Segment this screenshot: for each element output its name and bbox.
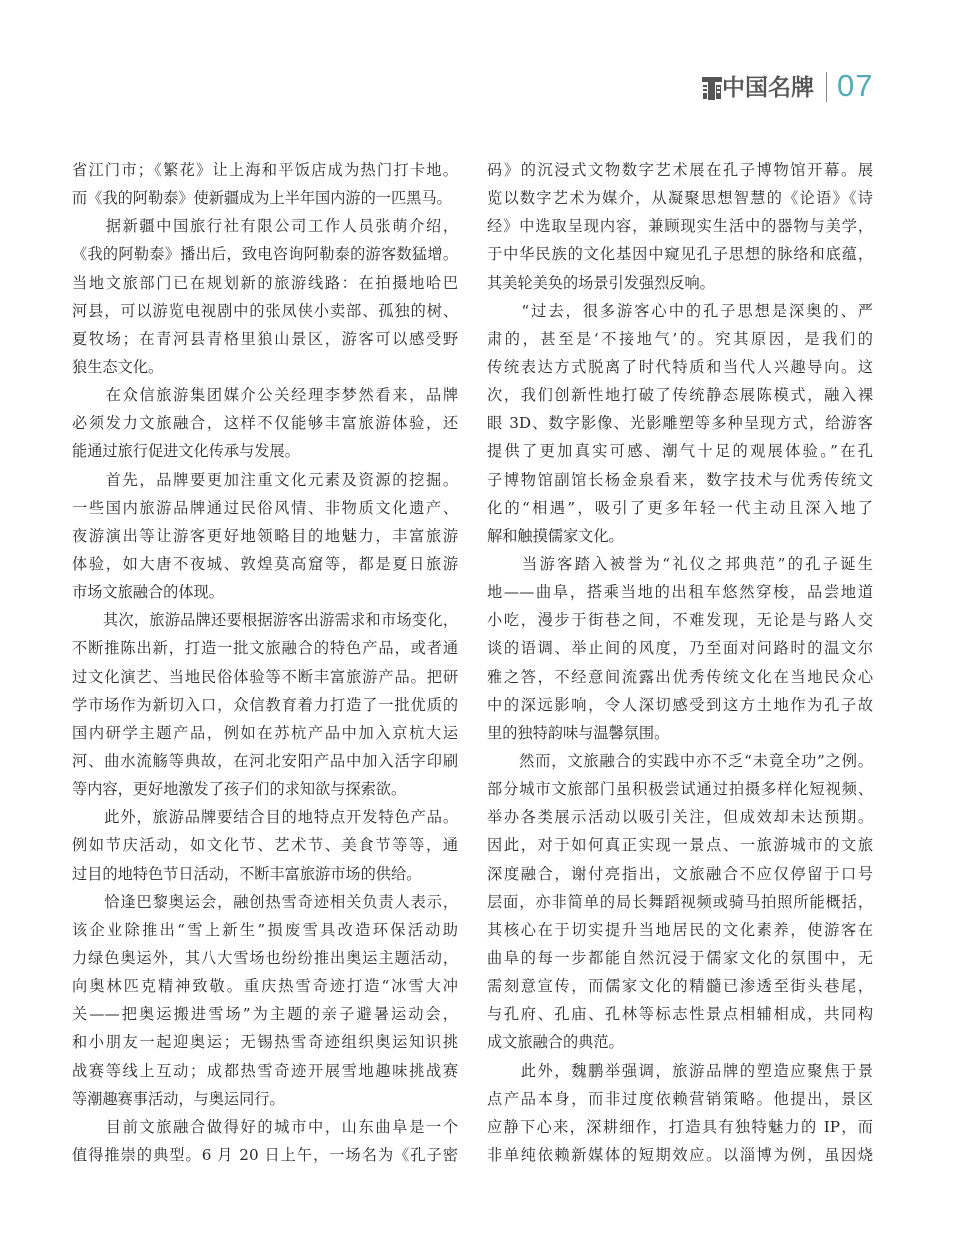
article-line: 在众信旅游集团媒介公关经理李梦然看来，品牌 <box>72 386 458 405</box>
article-line: 而《我的阿勒泰》使新疆成为上半年国内游的一匹黑马。 <box>72 189 452 208</box>
article-line: 例如节庆活动，如文化节、艺术节、美食节等等，通 <box>72 836 458 855</box>
article-line: 恰逢巴黎奥运会，融创热雪奇迹相关负责人表示， <box>72 892 458 911</box>
article-line: 其核心在于切实提升当地居民的文化素养，使游客在 <box>487 920 873 939</box>
article-line: 码》的沉浸式文物数字艺术展在孔子博物馆开幕。展 <box>487 161 873 179</box>
article-line: 雅之答，不经意间流露出优秀传统文化在当地民众心 <box>487 667 873 686</box>
article-line: 举办各类展示活动以吸引关注，但成效却未达预期。 <box>487 808 873 827</box>
article-line: 目前文旅融合做得好的城市中，山东曲阜是一个 <box>72 1117 458 1136</box>
article-line: 必须发力文旅融合，这样不仅能够丰富旅游体验，还 <box>72 414 458 433</box>
article-line: 点产品本身，而非过度依赖营销策略。他提出，景区 <box>487 1089 873 1108</box>
article-line: 因此，对于如何真正实现一景点、一旅游城市的文旅 <box>487 836 873 855</box>
article-line: 深度融合，谢付亮指出，文旅融合不应仅停留于口号 <box>487 864 873 883</box>
article-line: 应静下心来，深耕细作，打造具有独特魅力的 IP，而 <box>487 1117 873 1136</box>
article-line: 成文旅融合的典范。 <box>487 1033 624 1052</box>
article-paragraph <box>487 297 873 550</box>
article-line: 过文化演艺、当地民俗体验等不断丰富旅游产品。把研 <box>72 667 458 686</box>
article-line: 夏牧场；在青河县青格里狼山景区，游客可以感受野 <box>72 329 458 348</box>
article-paragraph <box>72 803 458 887</box>
article-paragraph <box>487 156 873 297</box>
article-paragraph <box>72 212 458 381</box>
article-line: 当地文旅部门已在规划新的旅游线路：在拍摄地哈巴 <box>72 273 458 292</box>
article-line: 地——曲阜，搭乘当地的出租车悠然穿梭，品尝地道 <box>487 583 873 602</box>
article-line: 狼生态文化。 <box>72 357 164 376</box>
article-line: 当游客踏入被誉为“礼仪之邦典范”的孔子诞生 <box>487 554 873 573</box>
article-line: 中的深远影响，令人深切感受到这方土地作为孔子故 <box>487 695 873 714</box>
article-paragraph <box>72 381 458 465</box>
article-paragraph <box>72 606 458 803</box>
article-paragraph <box>72 888 458 1113</box>
article-line: 化的“相遇”，吸引了更多年轻一代主动且深入地了 <box>487 498 873 517</box>
article-paragraph <box>72 1113 458 1169</box>
article-line: 该企业除推出“雪上新生”损废雪具改造环保活动助 <box>72 920 458 939</box>
article-paragraph <box>487 747 873 1057</box>
article-line: 其美轮美奂的场景引发强烈反响。 <box>487 273 715 292</box>
logo-mark-icon <box>702 76 722 100</box>
article-line: 市场文旅融合的体现。 <box>72 583 224 602</box>
right-column <box>487 156 873 1169</box>
article-line: 非单纯依赖新媒体的短期效应。以淄博为例，虽因烧 <box>487 1145 873 1164</box>
article-line: 需刻意宣传，而儒家文化的精髓已渗透至街头巷尾， <box>487 977 873 996</box>
article-line: 不断推陈出新，打造一批文旅融合的特色产品，或者通 <box>72 639 458 658</box>
article-line: 小吃，漫步于街巷之间，不难发现，无论是与路人交 <box>487 611 873 630</box>
article-line: 部分城市文旅部门虽积极尝试通过拍摄多样化短视频、 <box>487 780 873 799</box>
article-line: 解和触摸儒家文化。 <box>487 526 624 545</box>
article-line: 于中华民族的文化基因中窥见孔子思想的脉络和底蕴， <box>487 245 873 264</box>
article-line: 河、曲水流觞等典故，在河北安阳产品中加入活字印刷 <box>72 751 458 770</box>
article-line: “过去，很多游客心中的孔子思想是深奥的、严 <box>487 301 873 320</box>
article-line: 此外，魏鹏举强调，旅游品牌的塑造应聚焦于景 <box>487 1061 873 1080</box>
article-line: 此外，旅游品牌要结合目的地特点开发特色产品。 <box>72 808 458 827</box>
article-line: 力绿色奥运外，其八大雪场也纷纷推出奥运主题活动， <box>72 948 458 967</box>
article-line: 谈的语调、举止间的风度，乃至面对问路时的温文尔 <box>487 639 873 658</box>
article-line: 等潮趣赛事活动，与奥运同行。 <box>72 1089 285 1108</box>
article-line: 等内容，更好地激发了孩子们的求知欲与探索欲。 <box>72 780 407 799</box>
article-line: 次，我们创新性地打破了传统静态展陈模式，融入裸 <box>487 386 873 405</box>
article-paragraph <box>487 550 873 747</box>
article-paragraph <box>487 1057 873 1170</box>
article-line: 然而，文旅融合的实践中亦不乏“未竟全功”之例。 <box>487 751 873 770</box>
article-line: 国内研学主题产品，例如在苏杭产品中加入京杭大运 <box>72 723 458 742</box>
article-line: 传统表达方式脱离了时代特质和当代人兴趣导向。这 <box>487 357 873 376</box>
article-line: 向奥林匹克精神致敬。重庆热雪奇迹打造“冰雪大冲 <box>72 977 458 996</box>
article-line: 和小朋友一起迎奥运；无锡热雪奇迹组织奥运知识挑 <box>72 1033 458 1052</box>
article-line: 战赛等线上互动；成都热雪奇迹开展雪地趣味挑战赛 <box>72 1061 458 1080</box>
article-line: 层面，亦非简单的局长舞蹈视频或骑马拍照所能概括， <box>487 892 873 911</box>
article-line: 其次，旅游品牌还要根据游客出游需求和市场变化， <box>72 611 458 630</box>
article-line: 河县，可以游览电视剧中的张凤侠小卖部、孤独的树、 <box>72 301 458 320</box>
article-line: 据新疆中国旅行社有限公司工作人员张萌介绍， <box>72 217 458 236</box>
article-line: 《我的阿勒泰》播出后，致电咨询阿勒泰的游客数猛增。 <box>72 245 458 264</box>
left-column <box>72 156 458 1169</box>
article-line: 学市场作为新切入口，众信教育着力打造了一批优质的 <box>72 695 458 714</box>
article-paragraph <box>72 156 458 212</box>
article-line: 与孔府、孔庙、孔林等标志性景点相辅相成，共同构 <box>487 1005 873 1024</box>
article-line: 首先，品牌要更加注重文化元素及资源的挖掘。 <box>72 470 458 489</box>
article-line: 览以数字艺术为媒介，从凝聚思想智慧的《论语》《诗 <box>487 189 873 208</box>
logo-text: 中国名牌 <box>722 75 814 101</box>
page-number: 07 <box>837 68 874 103</box>
article-line: 子博物馆副馆长杨金泉看来，数字技术与优秀传统文 <box>487 470 873 489</box>
article-line: 眼 3D、数字影像、光影雕塑等多种呈现方式，给游客 <box>487 414 873 433</box>
magazine-logo <box>700 72 820 104</box>
article-line: 里的独特韵味与温馨氛围。 <box>487 723 670 742</box>
article-line: 提供了更加真实可感、潮气十足的观展体验。”在孔 <box>487 442 873 461</box>
article-line: 关——把奥运搬进雪场”为主题的亲子避暑运动会， <box>72 1005 458 1024</box>
article-line: 夜游演出等让游客更好地领略目的地魅力，丰富旅游 <box>72 526 458 545</box>
article-line: 能通过旅行促进文化传承与发展。 <box>72 442 300 461</box>
article-paragraph <box>72 466 458 607</box>
article-line: 省江门市；《繁花》让上海和平饭店成为热门打卡地。 <box>72 161 458 179</box>
article-line: 过目的地特色节日活动，不断丰富旅游市场的供给。 <box>72 864 422 883</box>
article-line: 体验，如大唐不夜城、敦煌莫高窟等，都是夏日旅游 <box>72 554 458 573</box>
article-line: 肃的，甚至是‘不接地气’的。究其原因，是我们的 <box>487 329 873 348</box>
article-line: 曲阜的每一步都能自然沉浸于儒家文化的氛围中，无 <box>487 948 873 967</box>
header-divider <box>826 72 827 102</box>
article-line: 一些国内旅游品牌通过民俗风情、非物质文化遗产、 <box>72 498 458 517</box>
article-line: 经》中选取呈现内容，兼顾现实生活中的器物与美学， <box>487 217 873 236</box>
article-line: 值得推崇的典型。6 月 20 日上午，一场名为《孔子密 <box>72 1145 458 1164</box>
